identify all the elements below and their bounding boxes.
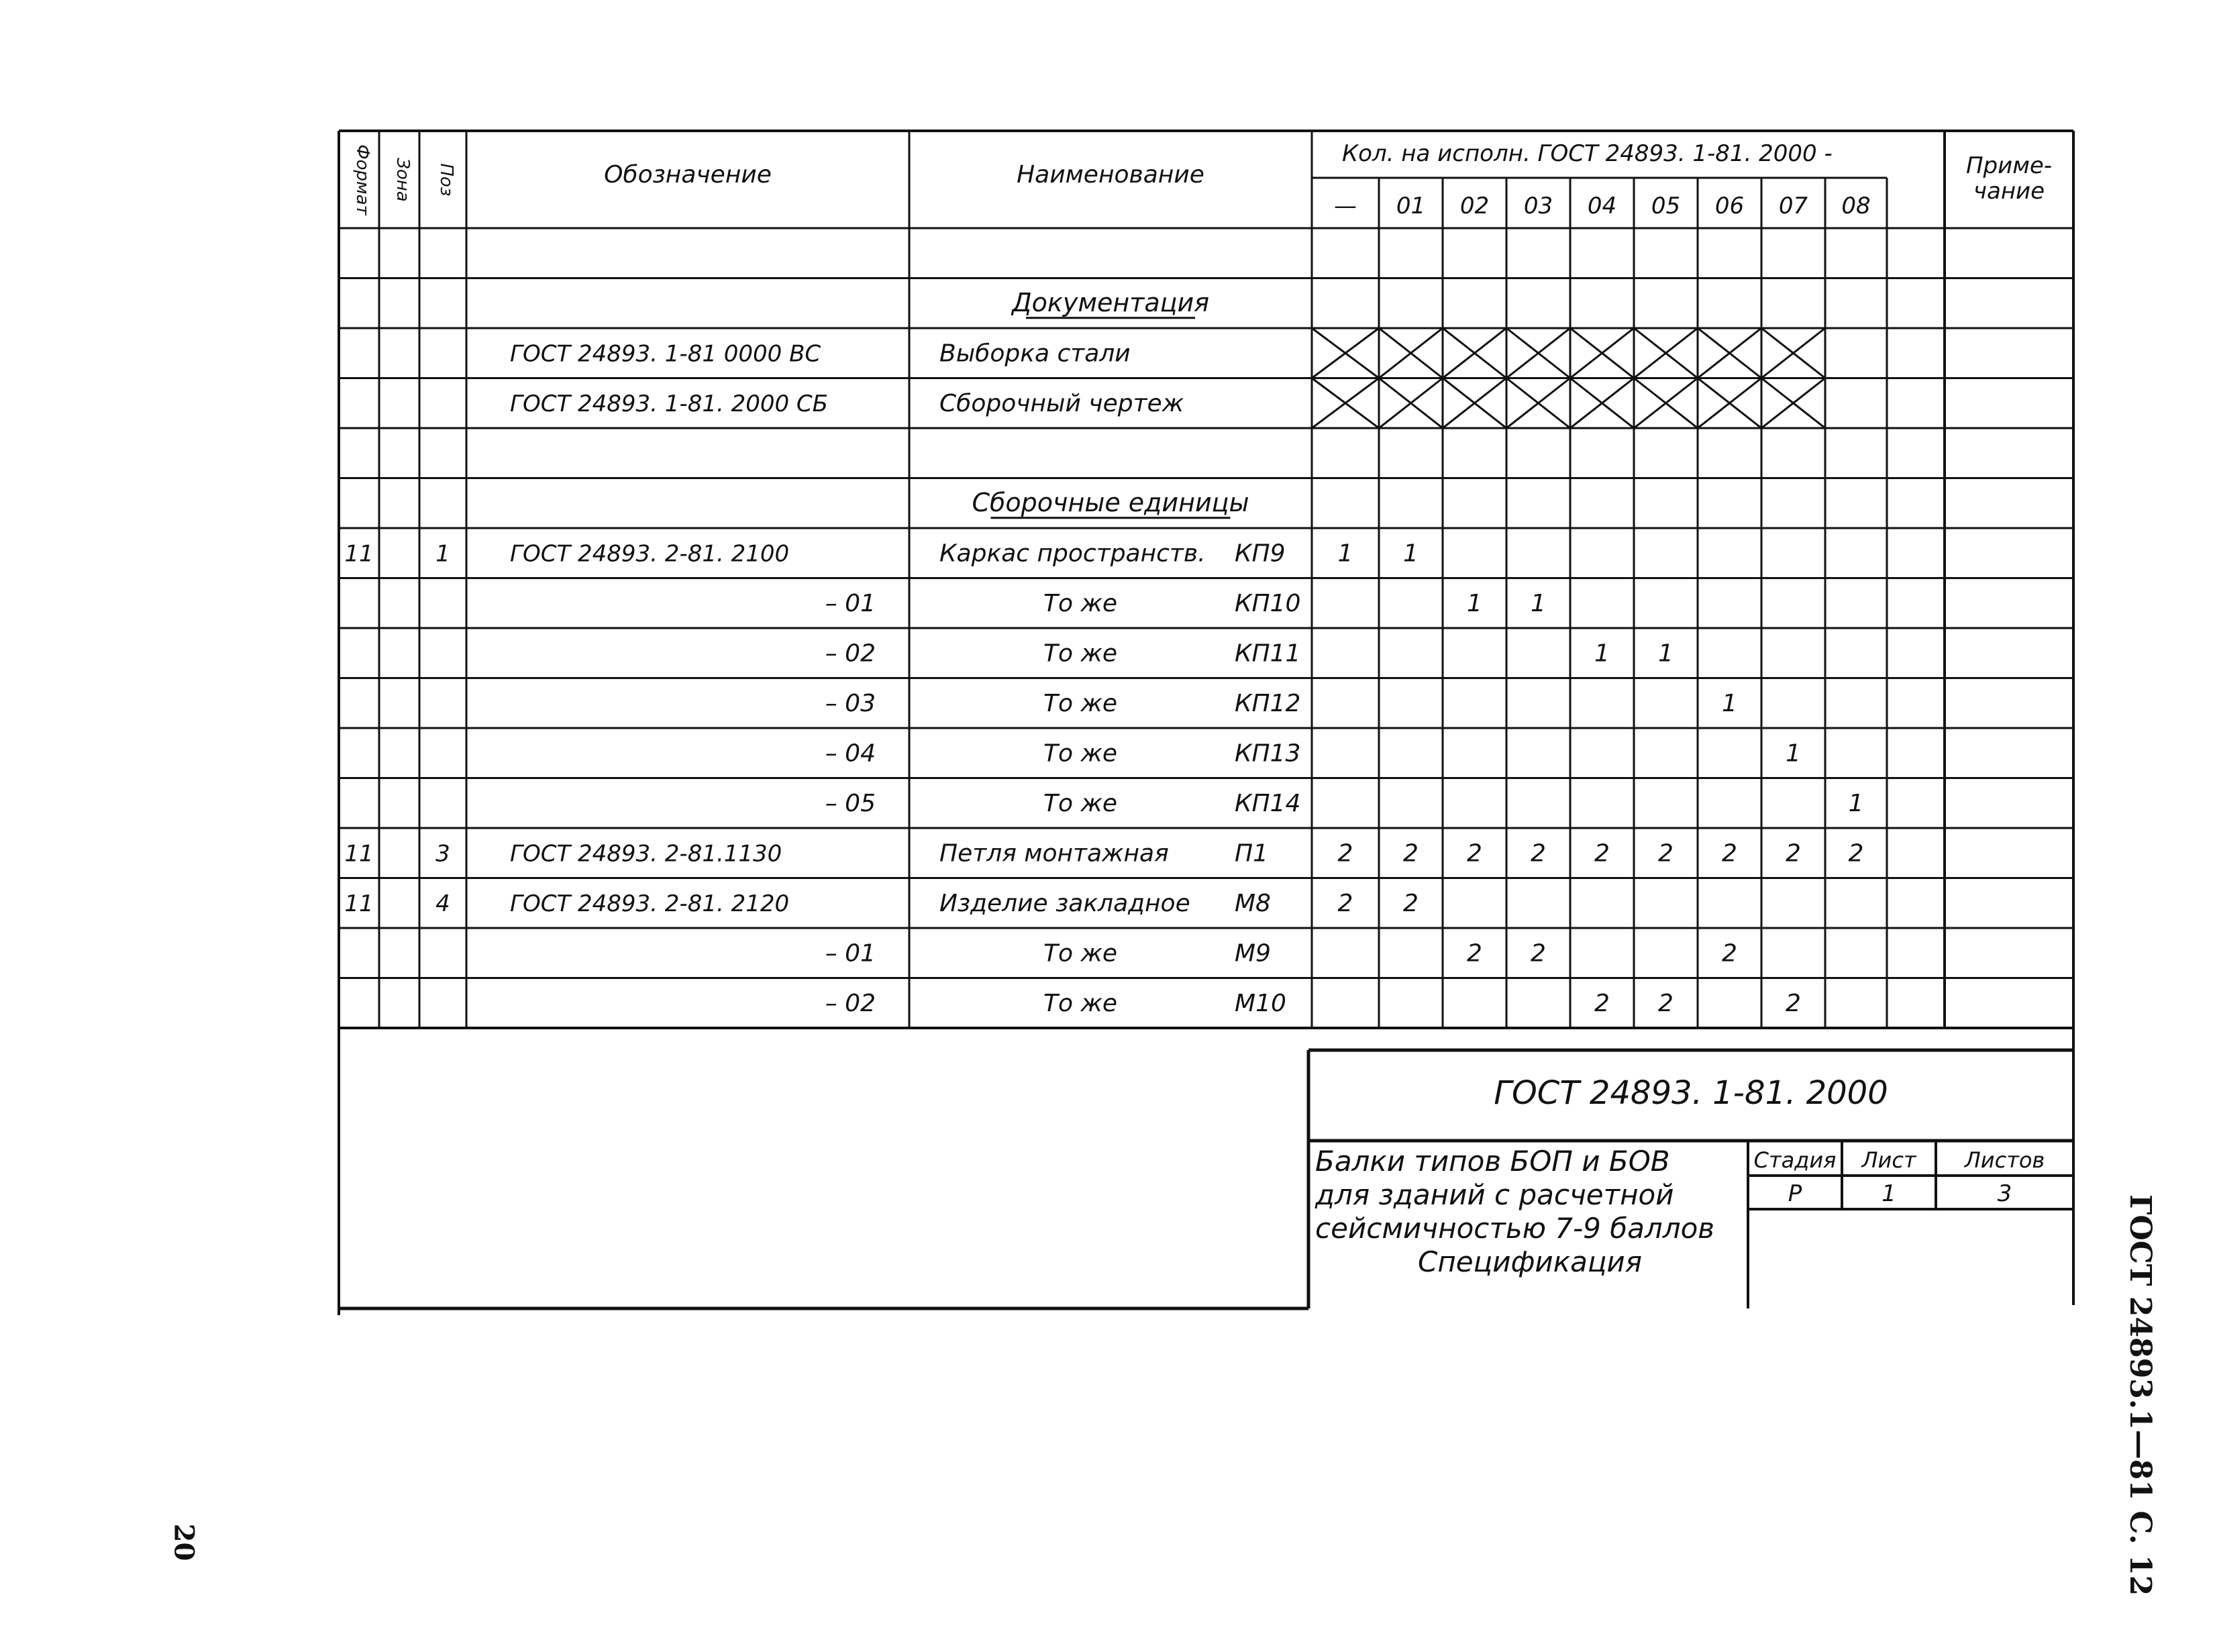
row-qty: 1 bbox=[1531, 589, 1546, 617]
row-designation: ГОСТ 24893. 1-81. 2000 СБ bbox=[510, 390, 828, 417]
row-qty: 2 bbox=[1403, 889, 1419, 917]
row-qty: 2 bbox=[1403, 839, 1419, 868]
row-qty: 1 bbox=[1658, 639, 1674, 668]
header-variant: 08 bbox=[1841, 193, 1871, 219]
row-qty: 2 bbox=[1722, 839, 1737, 868]
row-name-code: КП10 bbox=[1235, 589, 1301, 617]
row-name-code: КП13 bbox=[1235, 739, 1301, 768]
row-name-code: М10 bbox=[1235, 989, 1286, 1017]
row-name: То же bbox=[1043, 789, 1118, 817]
header-qty-title: Кол. на исполн. ГОСТ 24893. 1-81. 2000 - bbox=[1342, 140, 1833, 167]
row-qty: 1 bbox=[1786, 739, 1801, 768]
row-name: То же bbox=[1043, 639, 1118, 668]
section-heading: Документация bbox=[1011, 287, 1210, 317]
header-variant: 02 bbox=[1459, 193, 1490, 219]
header-variant: — bbox=[1334, 193, 1357, 219]
row-qty: 1 bbox=[1337, 539, 1353, 568]
row-designation: – 04 bbox=[825, 739, 876, 768]
header-variant: 06 bbox=[1714, 193, 1745, 219]
row-qty: 2 bbox=[1848, 839, 1864, 868]
row-name: То же bbox=[1043, 589, 1118, 617]
title-line: Балки типов БОП и БОВ bbox=[1315, 1145, 1670, 1178]
row-designation: – 02 bbox=[825, 989, 876, 1017]
row-designation: ГОСТ 24893. 2-81.1130 bbox=[510, 840, 782, 868]
title-line: для зданий с расчетной bbox=[1315, 1178, 1674, 1211]
row-name: То же bbox=[1043, 989, 1118, 1017]
row-qty: 1 bbox=[1403, 539, 1419, 568]
row-qty: 2 bbox=[1467, 939, 1482, 968]
row-format: 11 bbox=[344, 890, 374, 917]
row-designation: ГОСТ 24893. 2-81. 2100 bbox=[510, 540, 790, 568]
row-designation: – 05 bbox=[825, 789, 876, 817]
row-name-code: П1 bbox=[1235, 839, 1268, 868]
row-name-code: КП9 bbox=[1235, 539, 1286, 568]
header-note: чание bbox=[1973, 178, 2045, 205]
row-name: То же bbox=[1043, 939, 1118, 968]
row-pos: 4 bbox=[435, 890, 450, 917]
header-format: Формат bbox=[352, 144, 372, 215]
row-name-code: КП11 bbox=[1235, 639, 1301, 668]
row-pos: 3 bbox=[435, 840, 450, 868]
row-designation: – 01 bbox=[825, 589, 876, 617]
row-name: Сборочный чертеж bbox=[939, 389, 1184, 417]
row-designation: – 02 bbox=[825, 639, 876, 668]
row-name-code: КП14 bbox=[1235, 789, 1301, 817]
row-qty: 2 bbox=[1658, 989, 1674, 1017]
row-designation: ГОСТ 24893. 2-81. 2120 bbox=[510, 890, 790, 917]
row-name: Каркас пространств. bbox=[939, 539, 1206, 568]
row-qty: 1 bbox=[1848, 789, 1864, 817]
page-number: 20 bbox=[168, 1523, 200, 1561]
doc-number: ГОСТ 24893. 1-81. 2000 bbox=[1494, 1074, 1888, 1112]
row-name: То же bbox=[1043, 689, 1118, 717]
row-name: То же bbox=[1043, 739, 1118, 768]
sheet-label: Лист bbox=[1861, 1147, 1916, 1173]
side-gost-text: ГОСТ 24893.1—81 С. 12 bbox=[2123, 1194, 2157, 1596]
header-variant: 07 bbox=[1778, 193, 1808, 219]
side-gost-label bbox=[2120, 1194, 2161, 1596]
header-variant: 01 bbox=[1396, 193, 1426, 219]
header-designation: Обозначение bbox=[604, 161, 772, 189]
row-qty: 2 bbox=[1531, 939, 1546, 968]
row-qty: 1 bbox=[1467, 589, 1482, 617]
row-qty: 2 bbox=[1531, 839, 1546, 868]
title-line: Спецификация bbox=[1418, 1245, 1642, 1278]
row-name: Изделие закладное bbox=[939, 889, 1190, 917]
row-name-code: М9 bbox=[1235, 939, 1271, 968]
row-qty: 2 bbox=[1594, 989, 1610, 1017]
row-qty: 2 bbox=[1594, 839, 1610, 868]
title-line: сейсмичностью 7-9 баллов bbox=[1315, 1212, 1715, 1245]
row-qty: 2 bbox=[1786, 989, 1801, 1017]
header-variant: 03 bbox=[1523, 193, 1553, 219]
header-note: Приме- bbox=[1965, 152, 2053, 179]
row-qty: 2 bbox=[1658, 839, 1674, 868]
row-qty: 1 bbox=[1722, 689, 1737, 717]
row-qty: 2 bbox=[1337, 839, 1353, 868]
row-designation: – 01 bbox=[825, 939, 876, 968]
header-pos: Поз bbox=[436, 163, 456, 197]
row-qty: 2 bbox=[1337, 889, 1353, 917]
stage-label: Стадия bbox=[1753, 1147, 1837, 1173]
sheets-value: 3 bbox=[1997, 1180, 2012, 1207]
row-name: Петля монтажная bbox=[939, 839, 1169, 868]
sheets-label: Листов bbox=[1964, 1147, 2045, 1173]
header-variant: 04 bbox=[1587, 193, 1617, 219]
row-name-code: КП12 bbox=[1235, 689, 1301, 717]
row-format: 11 bbox=[344, 540, 374, 568]
sheet-value: 1 bbox=[1882, 1180, 1896, 1207]
row-designation: – 03 bbox=[825, 689, 876, 717]
row-name-code: М8 bbox=[1235, 889, 1271, 917]
row-qty: 2 bbox=[1467, 839, 1482, 868]
row-qty: 2 bbox=[1722, 939, 1737, 968]
row-format: 11 bbox=[344, 840, 374, 868]
section-heading: Сборочные единицы bbox=[972, 487, 1249, 517]
row-qty: 1 bbox=[1594, 639, 1610, 668]
stage-value: Р bbox=[1788, 1180, 1802, 1207]
header-zone: Зона bbox=[393, 158, 413, 202]
header-name: Наименование bbox=[1017, 161, 1204, 189]
row-name: Выборка стали bbox=[939, 340, 1131, 368]
row-pos: 1 bbox=[435, 540, 450, 568]
row-qty: 2 bbox=[1786, 839, 1801, 868]
header-variant: 05 bbox=[1651, 193, 1681, 219]
row-designation: ГОСТ 24893. 1-81 0000 ВС bbox=[510, 340, 821, 368]
